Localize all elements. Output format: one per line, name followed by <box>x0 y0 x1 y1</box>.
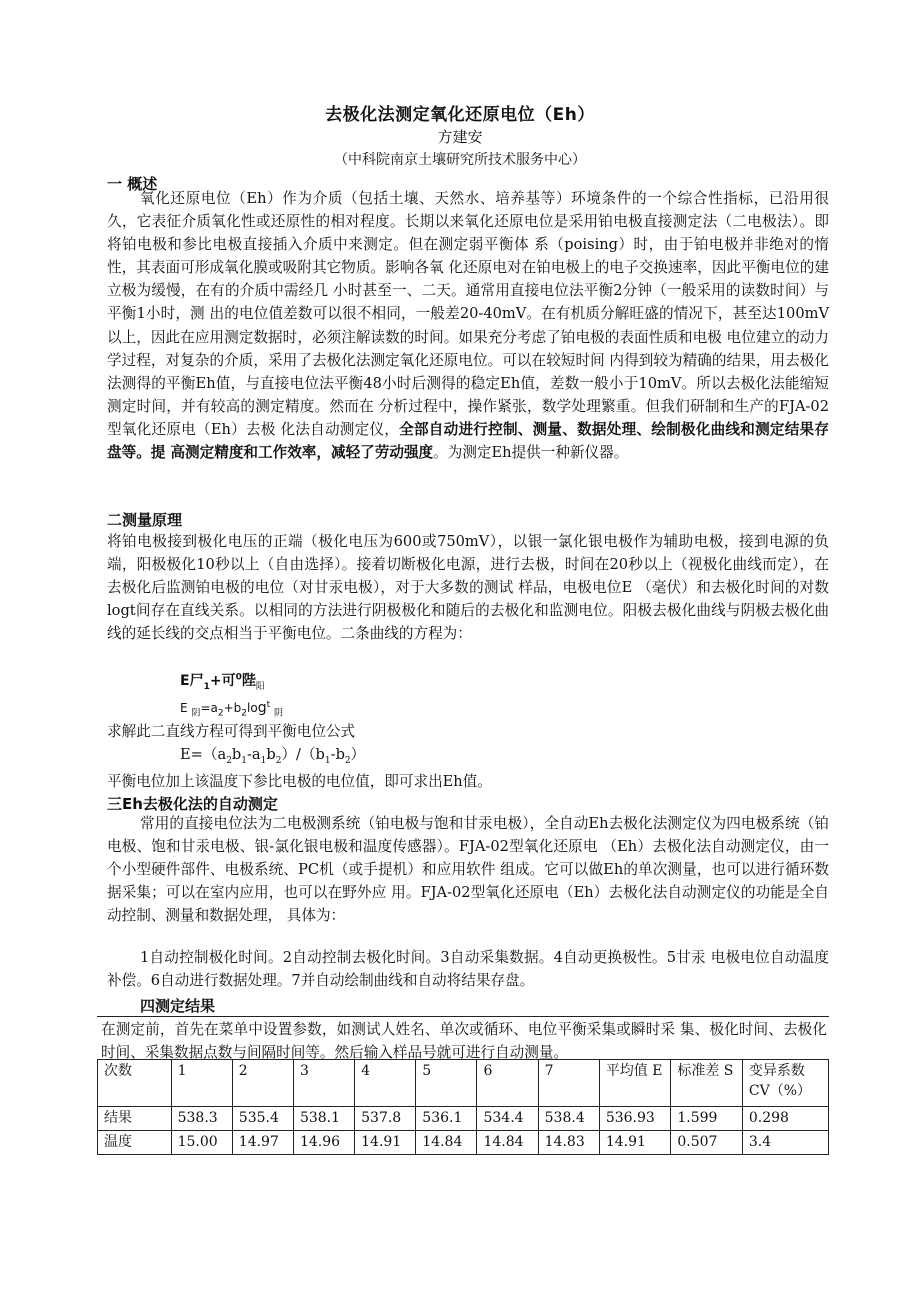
table-cell: 结果 <box>98 1107 172 1131</box>
section-heading-results: 四测定结果 <box>140 997 216 1015</box>
table-cell: 535.4 <box>232 1107 293 1131</box>
table-header-cell: 6 <box>477 1060 538 1107</box>
table-header-cell: 3 <box>293 1060 354 1107</box>
table-cell: 14.83 <box>538 1131 599 1155</box>
equation-cathode: E $_阴=a_2+b_2\log^t$ $_阴$ <box>180 700 283 719</box>
overview-text-end: 。为测定Eh提供一种新仪器。 <box>433 444 629 462</box>
results-table <box>97 1059 829 1155</box>
table-header-cell: 平均值 E <box>599 1060 671 1107</box>
table-cell: 14.84 <box>416 1131 477 1155</box>
table-cell: 15.00 <box>171 1131 232 1155</box>
overview-bold-text: 全部自动进行控制、测量、数据处理、绘制极化曲线和测定结果存盘等。提 高测定精度和工作效率，减轻了劳动强度 <box>107 420 829 462</box>
table-cell: 14.91 <box>355 1131 416 1155</box>
table-cell: 537.8 <box>355 1107 416 1131</box>
table-header-cell: 标准差 S <box>671 1060 743 1107</box>
table-cell: 0.507 <box>671 1131 743 1155</box>
overview-paragraph <box>107 187 829 464</box>
table-header-cell: 4 <box>355 1060 416 1107</box>
table-header-cell: 次数 <box>98 1060 172 1107</box>
table-row <box>98 1107 829 1131</box>
overview-text: 氧化还原电位（Eh）作为介质（包括土壤、天然水、培养基等）环境条件的一个综合性指标，已沿用很久，它表征介质氧化性或还原性的相对程度。长期以来氧化还原电位是采用铂电极直接测定法（二电极法）。即将铂电极和参比电极直接插入介质中来测定。但在测定弱平衡体 系（poising）时，由于铂电极并非绝对的惰性，其表面可形成氧化膜或吸附其它物质。影响各氧 化还原电对在铂电极上的电子交换速率，因此平衡电位的建立极为缓慢，在有的介质中需经几 小时甚至一、二天。通常用直接电位法平衡2分钟（一般采用的读数时间）与平衡1小时，测 出的电位值差数可以很不相同，一般差20-40mV。在有机质分解旺盛的情况下，甚至达100mV以上，因此在应用测定数据时，必须注解读数的时间。如果充分考虑了铂电极的表面性质和电极 电位建立的动力学过程，对复杂的介质，采用了去极化法测定氧化还原电位。可以在较短时间 内得到较为精确的结果，用去极化法测得的平衡Eh值，与直接电位法平衡48小时后测得的稳定Eh值，差数一般小于10mV。所以去极化法能缩短测定时间，并有较高的测定精度。然而在 分析过程中，操作紧张，数学处理繁重。但我们研制和生产的FJA-02型氧化还原电（Eh）去极 化法自动测定仪， <box>107 190 829 438</box>
table-header-cell: 5 <box>416 1060 477 1107</box>
table-cell: 0.298 <box>742 1107 828 1131</box>
principle-paragraph: 将铂电极接到极化电压的正端（极化电压为600或750mV），以银一氯化银电极作为辅助电极，接到电源的负端，阳极极化10秒以上（自由选择）。接着切断极化电源，进行去极，时间在20秒以上（视极化曲线而定），在去极化后监测铂电极的电位（对甘汞电极），对于大多数的测试 样品，电极电位E （毫伏）和去极化时间的对数logt间存在直线关系。以相同的方法进行阴极极化和随后的去极化和监测电位。阳极去极化曲线与阴极去极化曲线的延长线的交点相当于平衡电位。二条曲线的方程为： <box>107 533 829 643</box>
table-header-cell: 2 <box>232 1060 293 1107</box>
table-cell: 534.4 <box>477 1107 538 1131</box>
equilibrium-formula: $E=(a_2b_1-a_1b_2)/(b_1-b_2)$ <box>180 746 366 766</box>
table-header-cell: 7 <box>538 1060 599 1107</box>
table-header-row <box>98 1060 829 1107</box>
section-heading-overview: 一 概述 <box>107 175 158 193</box>
auto-paragraph: 常用的直接电位法为二电极测系统（铂电极与饱和甘汞电极），全自动Eh去极化法测定仪为四电极系统（铂电极、饱和甘汞电极、银-氯化银电极和温度传感器）。FJA-02型氧化还原电 （Eh）去极化法自动测定仪，由一个小型硬件部件、电极系统、PC机（或手提机）和应用软件 组成。它可以做Eh的单次测量，也可以进行循环数据采集；可以在室内应用，也可以在野外应 用。FJA-02型氧化还原电（Eh）去极化法自动测定仪的功能是全自动控制、测量和数据处理， 具体为： <box>107 815 829 925</box>
table-cell: 14.97 <box>232 1131 293 1155</box>
table-cell: 14.96 <box>293 1131 354 1155</box>
table-cell: 14.91 <box>599 1131 671 1155</box>
table-cell: 538.3 <box>171 1107 232 1131</box>
doc-affiliation: （中科院南京土壤研究所技术服务中心） <box>334 152 586 168</box>
doc-title: 去极化法测定氧化还原电位（Eh） <box>325 105 595 125</box>
table-cell: 1.599 <box>671 1107 743 1131</box>
table-row <box>98 1131 829 1155</box>
table-cell: 536.93 <box>599 1107 671 1131</box>
table-cell: 538.4 <box>538 1107 599 1131</box>
results-top-rule <box>97 1016 829 1017</box>
solve-line: 求解此二直线方程可得到平衡电位公式 <box>107 723 356 740</box>
table-header-cell: 变异系数 CV（%） <box>742 1060 828 1107</box>
table-cell: 温度 <box>98 1131 172 1155</box>
final-line: 平衡电位加上该温度下参比电极的电位值，即可求出Eh值。 <box>107 773 492 790</box>
table-cell: 536.1 <box>416 1107 477 1131</box>
results-paragraph: 在测定前，首先在菜单中设置参数，如测试人姓名、单次或循环、电位平衡采集或瞬时采 集、极化时间、去极化时间、采集数据点数与间隔时间等。然后输入样品号就可进行自动测量。 <box>101 1021 827 1062</box>
table-cell: 538.1 <box>293 1107 354 1131</box>
table-cell: 3.4 <box>742 1131 828 1155</box>
table-header-cell: 1 <box>171 1060 232 1107</box>
equation-anode: E尸$_1$+可$^0$陛$_阳$ <box>180 672 265 692</box>
functions-paragraph: 1自动控制极化时间。2自动控制去极化时间。3自动采集数据。4自动更换极性。5甘汞 电极电位自动温度补偿。6自动进行数据处理。7并自动绘制曲线和自动将结果存盘。 <box>107 949 829 990</box>
table-cell: 14.84 <box>477 1131 538 1155</box>
section-heading-auto: 三Eh去极化法的自动测定 <box>107 795 278 813</box>
results-table-wrap <box>97 1059 829 1155</box>
section-heading-principle: 二测量原理 <box>107 511 183 529</box>
doc-author: 方建安 <box>437 128 483 146</box>
